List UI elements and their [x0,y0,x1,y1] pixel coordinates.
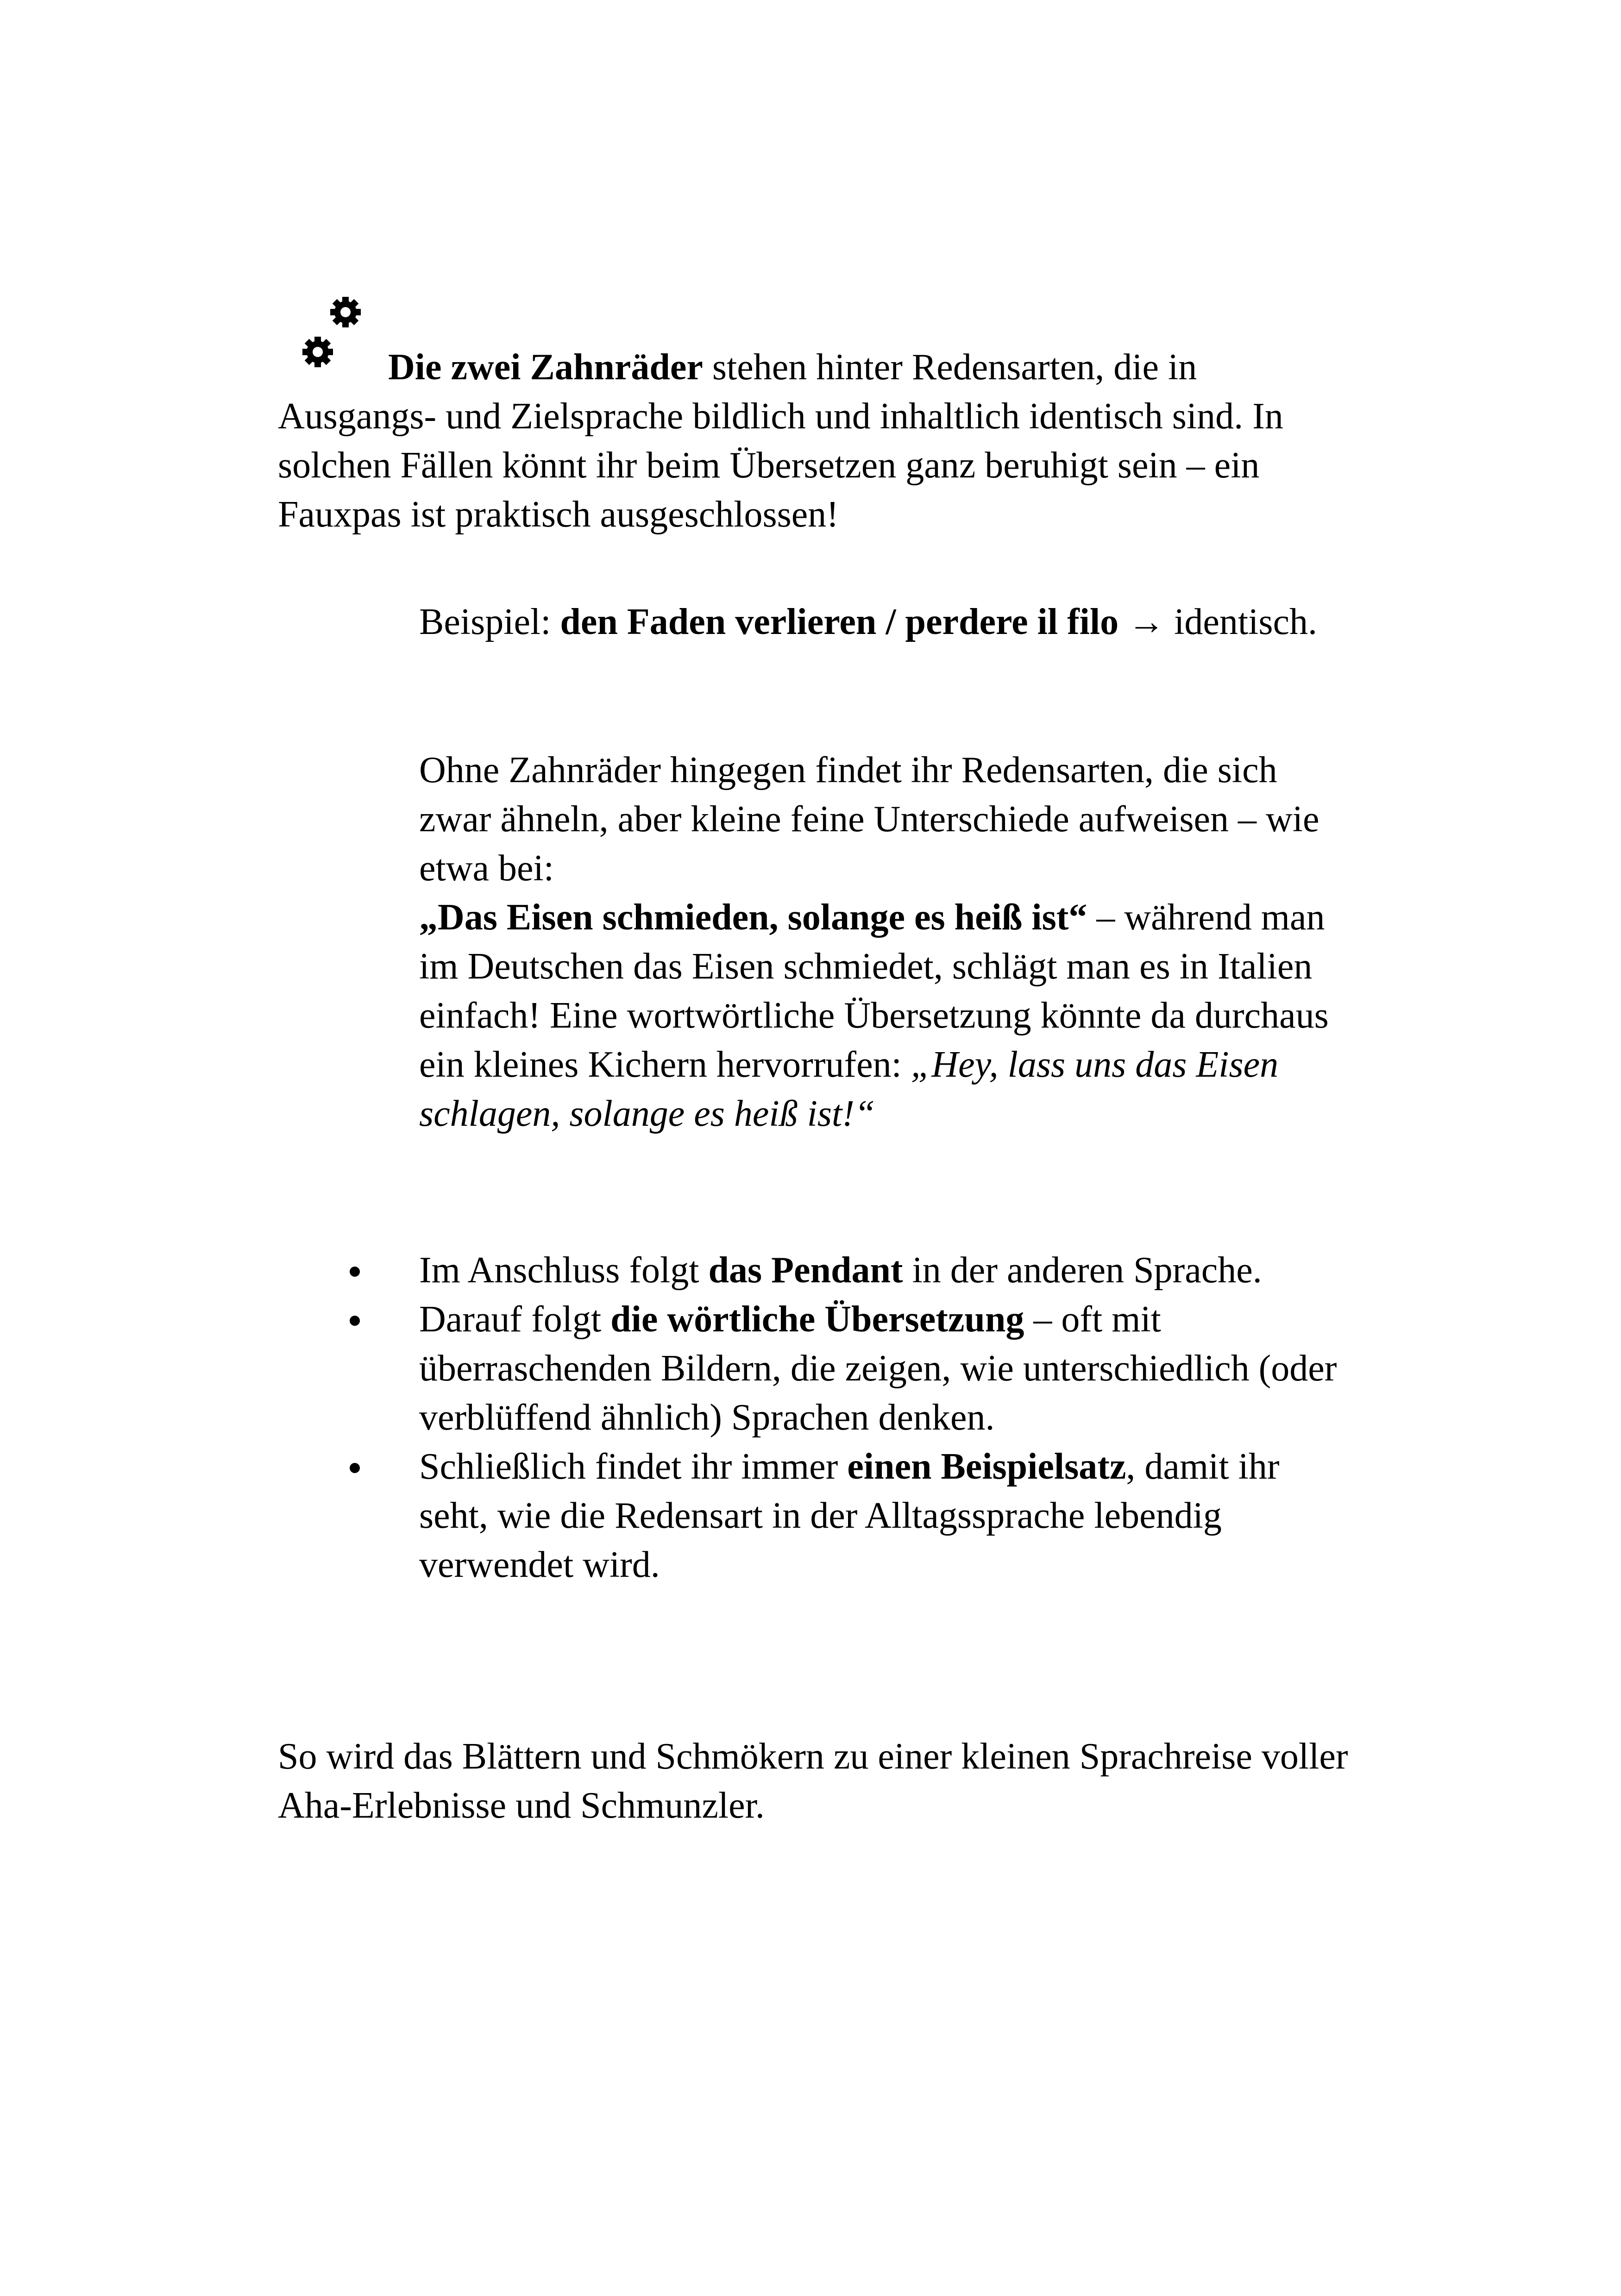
list-item: Schließlich findet ihr immer einen Beispielsatz, damit ihr seht, wie die Redensart in der Alltagssprache lebendig verwendet wird. [419,1442,1345,1589]
example-label: Beispiel: [419,602,560,642]
bullet-icon [350,1463,360,1473]
contrast-paragraph [419,746,1355,1138]
contrast-text: Ohne Zahnräder hingegen findet ihr Redensarten, die sich zwar ähneln, aber kleine feine Unterschiede aufweisen – wie etwa bei: [419,750,1319,889]
contrast-explanation: – während man im Deutschen das Eisen schmiedet, schlägt man es in Italien einfach! Eine wortwörtliche Übersetzung könnte da durchaus ein kleines Kichern hervorrufen: [419,897,1329,1085]
intro-text: stehen hinter Redensarten, die in Ausgangs- und Zielsprache bildlich und inhaltlich identisch sind. In solchen Fällen könnt ihr beim Übersetzen ganz beruhigt sein – ein Fauxpas ist praktisch ausgeschlossen! [278,347,1283,535]
example-phrase: den Faden verlieren / perdere il filo → [560,602,1165,642]
example-paragraph [419,597,1345,646]
intro-paragraph [278,343,1362,539]
bullet-list [419,1246,1345,1589]
contrast-idiom: „Das Eisen schmieden, solange es heiß ist“ [419,897,1087,938]
bullet-icon [350,1267,360,1277]
example-result: identisch. [1165,602,1317,642]
closing-paragraph: So wird das Blättern und Schmökern zu einer kleinen Sprachreise voller Aha-Erlebnisse und Schmunzler. [278,1736,1348,1826]
contrast-quote: „Hey, lass uns das Eisen schlagen, solange es heiß ist!“ [419,1044,1279,1134]
intro-term: Die zwei Zahnräder [388,347,703,388]
bullet-icon [350,1316,360,1326]
list-item: Darauf folgt die wörtliche Übersetzung – oft mit überraschenden Bildern, die zeigen, wie unterschiedlich (oder verblüffend ähnlich) Sprachen denken. [419,1295,1345,1442]
list-item: Im Anschluss folgt das Pendant in der anderen Sprache. [419,1246,1345,1295]
